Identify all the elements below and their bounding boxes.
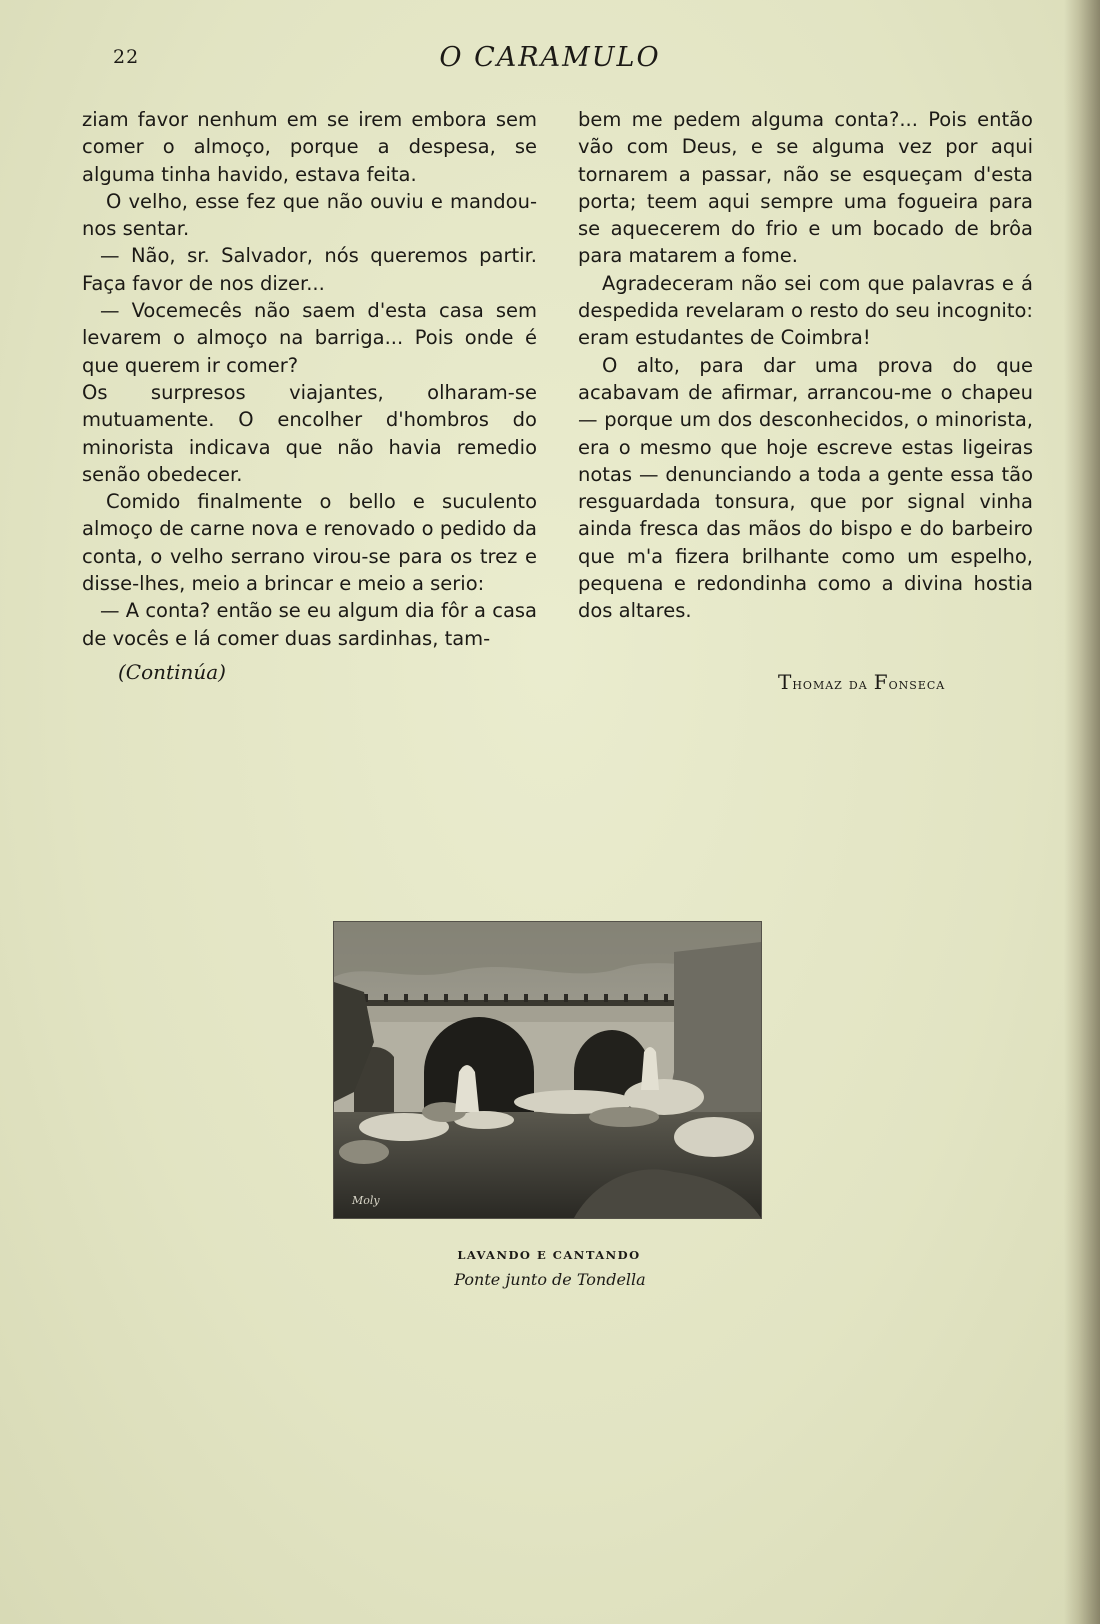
paragraph: O alto, para dar uma prova do que acabavam de afirmar, arrancou-me o chapeu — porque um dos desconhecidos, o minorista, era o mesmo que hoje escreve estas ligeiras notas — denunciando a toda a gente essa tão resguardada tonsura, que por signal vinha ainda fresca das mãos do bispo e do barbeiro que m'a fizera brilhante como um espelho, pequena e redondinha como a divina hostia dos altares. <box>578 353 1033 623</box>
caption-title: LAVANDO E CANTANDO <box>457 1248 641 1262</box>
paragraph: — A conta? então se eu algum dia fôr a casa de vocês e lá comer duas sardinhas, tam- <box>82 599 537 650</box>
right-column <box>578 106 1033 625</box>
author-signature: Thomaz da Fonseca <box>778 670 946 694</box>
paragraph: Os surpresos viajantes, olharam-se mutuamente. O encolher d'hombros do minorista indicava que não havia remedio senão obedecer. <box>82 380 537 486</box>
page-number: 22 <box>113 46 140 68</box>
paragraph: — Não, sr. Salvador, nós queremos partir. Faça favor de nos dizer... <box>82 244 537 295</box>
paragraph: ziam favor nenhum em se irem embora sem comer o almoço, porque a despesa, se alguma tinha havido, estava feita. <box>82 108 537 186</box>
paragraph: bem me pedem alguma conta?... Pois então vão com Deus, e se alguma vez por aqui tornarem a passar, não se esqueçam d'esta porta; teem aqui sempre uma fogueira para se aquecerem do frio e um bocado de brôa para matarem a fome. <box>578 108 1033 268</box>
paragraph: Comido finalmente o bello e suculento almoço de carne nova e renovado o pedido da conta, o velho serrano virou-se para os trez e disse-lhes, meio a brincar e meio a serio: <box>82 490 537 596</box>
binding-shadow <box>1064 0 1100 1624</box>
running-title: O CARAMULO <box>439 42 661 73</box>
paragraph: O velho, esse fez que não ouviu e mandou-nos sentar. <box>82 189 537 241</box>
left-column <box>82 106 537 652</box>
photographer-signature: Moly <box>352 1194 380 1207</box>
continued-note: (Continúa) <box>118 660 226 684</box>
paragraph: — Vocemecês não saem d'esta casa sem levarem o almoço na barriga... Pois onde é que querem ir comer? <box>82 299 537 377</box>
bridge-photo-illustration <box>334 922 761 1218</box>
paragraph: Agradeceram não sei com que palavras e á despedida revelaram o resto do seu incognito: eram estudantes de Coimbra! <box>578 271 1033 350</box>
bridge-photograph <box>333 921 762 1219</box>
caption-subtitle: Ponte junto de Tondella <box>454 1270 646 1289</box>
